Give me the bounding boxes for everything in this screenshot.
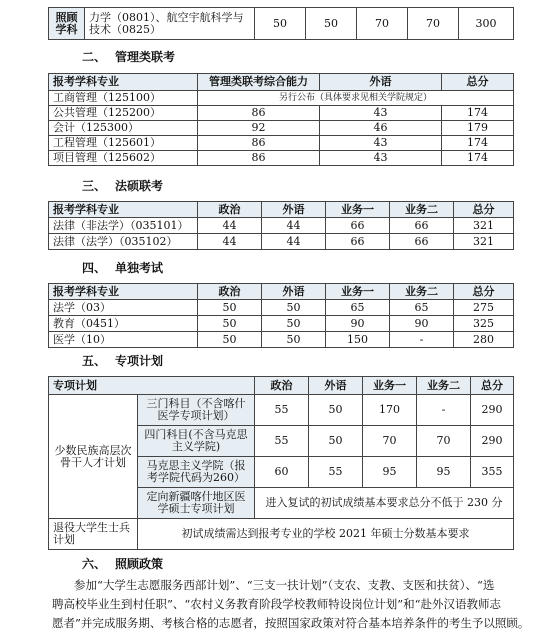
score-cell: 50 (198, 300, 262, 316)
policy-line: 聘高校毕业生到村任职”、“农村义务教育阶段学校教师特设岗位计划”和“赴外汉语教师志 (52, 597, 502, 611)
column-header: 业务二 (417, 377, 471, 395)
table-row (49, 121, 514, 136)
total-cell: 280 (454, 332, 514, 348)
section-heading (82, 352, 163, 369)
major-cell: 医学（10） (49, 332, 198, 348)
column-header: 管理类联考综合能力 (198, 74, 320, 91)
score-cell: 95 (417, 457, 471, 488)
score-cell: 43 (320, 136, 442, 151)
section-title: 法硕联考 (115, 179, 164, 193)
column-header: 报考学科专业 (49, 74, 198, 91)
column-header: 总分 (454, 202, 514, 218)
total-cell: 321 (454, 234, 514, 250)
column-header: 业务一 (326, 284, 390, 300)
plan-group-cell: 少数民族高层次 骨干人才计划 (49, 395, 138, 519)
score-cell: 55 (255, 426, 309, 457)
column-header: 总分 (471, 377, 514, 395)
score-cell: 44 (262, 218, 326, 234)
column-header: 业务二 (390, 202, 454, 218)
score-cell: 170 (363, 395, 417, 426)
total-cell: 174 (442, 151, 514, 166)
policy-line: 参加“大学生志愿服务西部计划”、“三支一扶计划”（支农、支教、支医和扶贫）、“选 (74, 578, 495, 592)
law-table (48, 201, 514, 250)
score-cell: 86 (198, 136, 320, 151)
score-cell: 50 (306, 8, 357, 40)
score-cell: 90 (326, 316, 390, 332)
column-header: 总分 (454, 284, 514, 300)
table-row (49, 106, 514, 121)
major-cell: 工商管理（125100） (49, 91, 198, 106)
table-row (49, 332, 514, 348)
score-cell: 43 (320, 106, 442, 121)
section-number: 六、 (82, 557, 107, 571)
sub-plan-cell: 四门科目(不含马克思 主义学院) (138, 426, 255, 457)
score-cell: 95 (363, 457, 417, 488)
score-cell: 50 (255, 8, 306, 40)
column-header: 报考学科专业 (49, 202, 198, 218)
score-cell: 44 (198, 234, 262, 250)
total-cell: 355 (471, 457, 514, 488)
score-cell: - (417, 395, 471, 426)
major-cell: 法学（03） (49, 300, 198, 316)
score-cell: 50 (198, 332, 262, 348)
section-title: 照顾政策 (115, 557, 164, 571)
sub-plan-cell: 定向新疆喀什地区医 学硕士专项计划 (138, 488, 255, 519)
section-title: 管理类联考 (115, 50, 176, 64)
column-header: 报考学科专业 (49, 284, 198, 300)
total-cell: 174 (442, 106, 514, 121)
total-cell: 321 (454, 218, 514, 234)
table-row (49, 151, 514, 166)
score-cell: 66 (390, 234, 454, 250)
score-cell: 86 (198, 106, 320, 121)
score-cell: 92 (198, 121, 320, 136)
score-cell: 66 (390, 218, 454, 234)
score-cell: 50 (309, 426, 363, 457)
independent-exam-table (48, 283, 514, 348)
score-cell: 86 (198, 151, 320, 166)
total-cell: 325 (454, 316, 514, 332)
major-cell: 公共管理（125200） (49, 106, 198, 121)
major-cell: 教育（0451） (49, 316, 198, 332)
score-cell: 65 (326, 300, 390, 316)
major-cell: 会计（125300） (49, 121, 198, 136)
score-cell: - (390, 332, 454, 348)
column-header: 外语 (320, 74, 442, 91)
section-number: 五、 (82, 354, 107, 368)
major-cell: 项目管理（125602） (49, 151, 198, 166)
column-header: 政治 (198, 202, 262, 218)
total-cell: 290 (471, 426, 514, 457)
special-plan-table (48, 376, 514, 550)
note-cell: 进入复试的初试成绩基本要求总分不低于 230 分 (255, 488, 514, 519)
section-title: 专项计划 (115, 354, 164, 368)
policy-line: 愿者”并完成服务期、考核合格的志愿者，按照国家政策对符合基本培养条件的考生予以照顾。 (52, 616, 530, 630)
column-header: 政治 (255, 377, 309, 395)
sub-plan-cell: 三门科目（不含喀什 医学专项计划） (138, 395, 255, 426)
score-cell: 70 (417, 426, 471, 457)
score-cell: 66 (326, 218, 390, 234)
column-header: 业务一 (326, 202, 390, 218)
score-cell: 70 (408, 8, 459, 40)
total-cell: 300 (459, 8, 514, 40)
column-header: 外语 (309, 377, 363, 395)
major-cell: 工程管理（125601） (49, 136, 198, 151)
column-header: 总分 (442, 74, 514, 91)
score-cell: 50 (198, 316, 262, 332)
sub-plan-cell: 马克思主义学院（报 考学院代码为260） (138, 457, 255, 488)
table-row (49, 234, 514, 250)
score-cell: 46 (320, 121, 442, 136)
column-header: 业务二 (390, 284, 454, 300)
score-cell: 70 (357, 8, 408, 40)
table-row (49, 395, 514, 426)
score-cell: 150 (326, 332, 390, 348)
score-cell: 50 (262, 316, 326, 332)
column-header: 业务一 (363, 377, 417, 395)
group-cell: 照顾 学科 (49, 8, 85, 40)
score-cell: 55 (309, 457, 363, 488)
section-number: 二、 (82, 50, 107, 64)
major-cell: 力学（0801）、航空宇航科学与 技术（0825） (85, 8, 255, 40)
total-cell: 179 (442, 121, 514, 136)
column-header: 外语 (262, 284, 326, 300)
section-heading (82, 555, 163, 572)
total-cell: 174 (442, 136, 514, 151)
major-cell: 法律（非法学）（035101） (49, 218, 198, 234)
score-cell: 55 (255, 395, 309, 426)
score-cell: 50 (262, 300, 326, 316)
major-cell: 法律（法学）（035102） (49, 234, 198, 250)
column-header: 政治 (198, 284, 262, 300)
score-cell: 60 (255, 457, 309, 488)
table-row (49, 316, 514, 332)
table-row (49, 218, 514, 234)
score-cell: 90 (390, 316, 454, 332)
score-cell: 50 (309, 395, 363, 426)
score-cell: 70 (363, 426, 417, 457)
score-cell: 43 (320, 151, 442, 166)
section-number: 三、 (82, 179, 107, 193)
section-heading (82, 177, 163, 194)
section-heading (82, 48, 175, 65)
column-header: 专项计划 (49, 377, 255, 395)
table-row (49, 519, 514, 550)
management-table (48, 73, 514, 166)
top-score-table (48, 7, 514, 40)
section-number: 四、 (82, 261, 107, 275)
score-cell: 44 (198, 218, 262, 234)
policy-paragraph (52, 576, 530, 633)
section-title: 单独考试 (115, 261, 164, 275)
table-row (49, 300, 514, 316)
score-cell: 66 (326, 234, 390, 250)
score-cell: 65 (390, 300, 454, 316)
section-heading (82, 259, 163, 276)
table-row (49, 91, 514, 106)
score-cell: 44 (262, 234, 326, 250)
note-cell: 初试成绩需达到报考专业的学校 2021 年硕士分数基本要求 (138, 519, 514, 550)
score-cell: 50 (262, 332, 326, 348)
total-cell: 290 (471, 395, 514, 426)
note-cell: 另行公布（具体要求见相关学院规定） (198, 91, 514, 106)
plan-group-cell: 退役大学生士兵 计划 (49, 519, 138, 550)
total-cell: 275 (454, 300, 514, 316)
table-row (49, 136, 514, 151)
column-header: 外语 (262, 202, 326, 218)
